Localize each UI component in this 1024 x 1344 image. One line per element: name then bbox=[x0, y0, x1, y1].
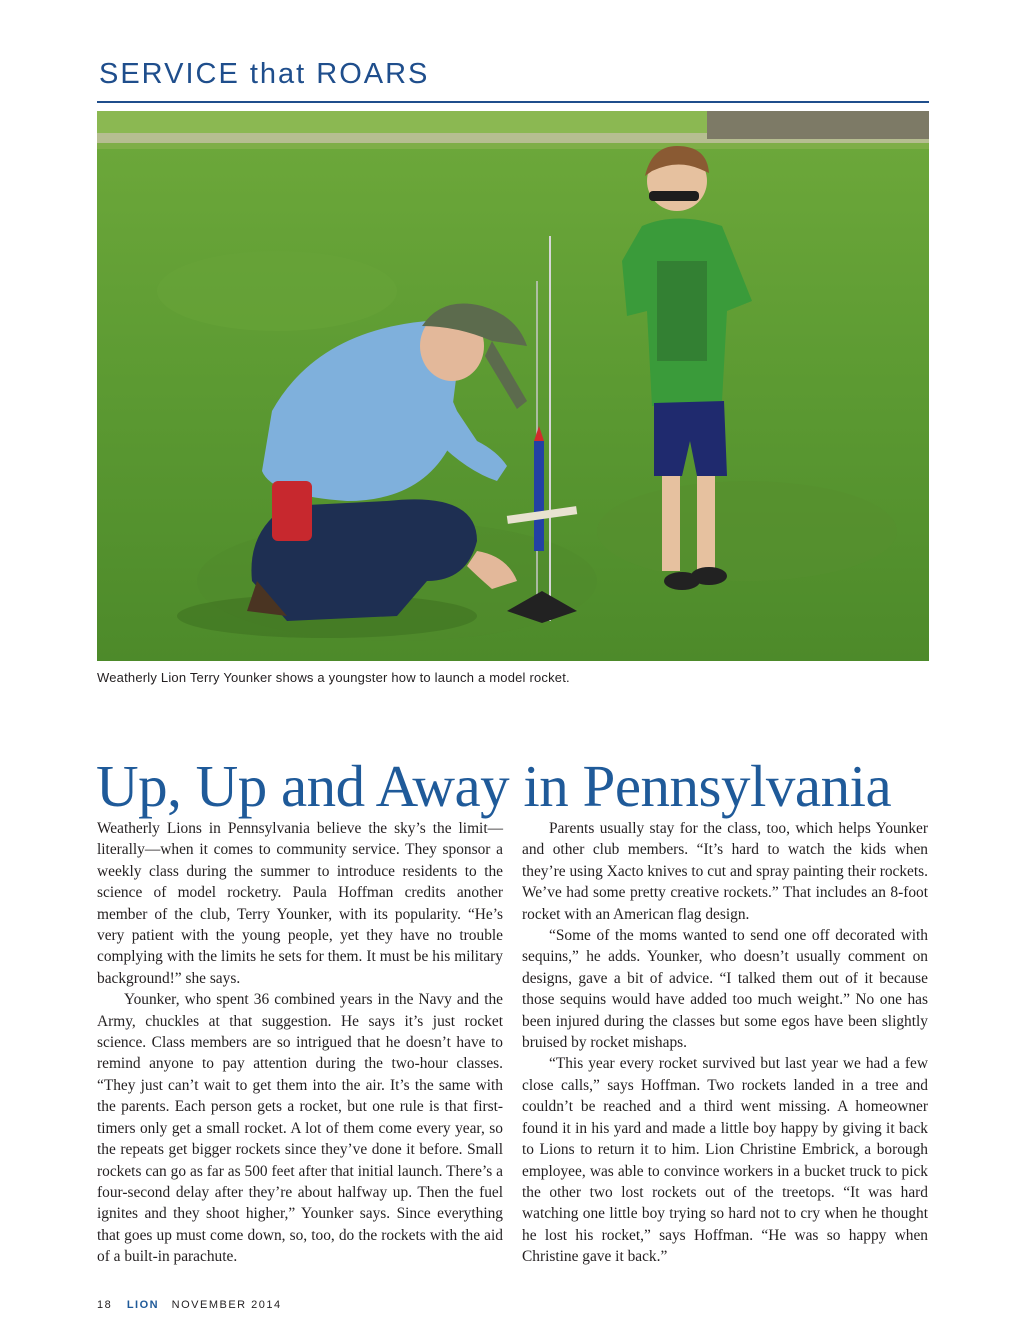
article-left-column bbox=[97, 818, 503, 1268]
right-paragraph-2: “Some of the moms wanted to send one off decorated with sequins,” he adds. Younker, who doesn’t usually comment on designs, gave a bit of advice. “I talked them out of it because those sequins would have added too much weight.” No one has been injured during the classes but some egos have been slightly bruised by rocket mishaps. bbox=[522, 927, 928, 1052]
magazine-name: LION bbox=[126, 1299, 160, 1311]
article-right-column bbox=[522, 818, 928, 1268]
section-title: SERVICE that ROARS bbox=[99, 58, 430, 90]
issue-date: NOVEMBER 2014 bbox=[171, 1299, 282, 1311]
article-headline: Up, Up and Away in Pennsylvania bbox=[96, 752, 892, 819]
header-rule bbox=[97, 101, 929, 103]
article-photo bbox=[97, 111, 929, 661]
right-paragraph-3: “This year every rocket survived but last year we had a few close calls,” says Hoffman. Two rockets landed in a tree and couldn’t be reached and a third went missing. A homeowner found it in his yard and made a little boy happy by giving it back to Lions to return it to him. Lion Christine Embrick, a borough employee, was able to convince workers in a bucket truck to pick the other two lost rockets out of the treetops. “It was hard watching one little boy trying so hard not to cry when he thought he lost his rocket,” says Hoffman. “He was so happy when Christine gave it back.” bbox=[522, 1055, 928, 1266]
right-paragraph-1: Parents usually stay for the class, too, which helps Younker and other club members. “It’s hard to watch the kids when they’re using Xacto knives to cut and spray painting their rockets. We’ve had some pretty creative rockets.” That includes an 8-foot rocket with an American flag design. bbox=[522, 820, 928, 923]
page-footer bbox=[97, 1299, 282, 1311]
left-paragraph-2: Younker, who spent 36 combined years in the Navy and the Army, chuckles at that suggestion. He says it’s just rocket science. Class members are so intrigued that he doesn’t have to remind anyone to pay attention during the two-hour classes. “They just can’t wait to get them into the air. It’s the same with the parents. Each person gets a rocket, but one rule is that first-timers only get a small rocket. A lot of them come every year, so the repeats get bigger rockets since they’ve done it before. Small rockets can go as far as 500 feet after that initial launch. There’s a four-second delay after they’re about halfway up. Then the fuel ignites and they shoot higher,” Younker says. Since everything that goes up must come down, so, too, do the rockets with the aid of a built-in parachute. bbox=[97, 991, 503, 1266]
left-paragraph-1: Weatherly Lions in Pennsylvania believe the sky’s the limit—literally—when it comes to community service. They sponsor a weekly class during the summer to introduce residents to the science of model rocketry. Paula Hoffman credits another member of the club, Terry Younker, with its popularity. “He’s very patient with the young people, yet they have no trouble complying with the limits he sets for them. It must be his military background!” she says. bbox=[97, 820, 503, 987]
photo-caption: Weatherly Lion Terry Younker shows a youngster how to launch a model rocket. bbox=[97, 670, 570, 685]
page-number: 18 bbox=[97, 1299, 113, 1311]
